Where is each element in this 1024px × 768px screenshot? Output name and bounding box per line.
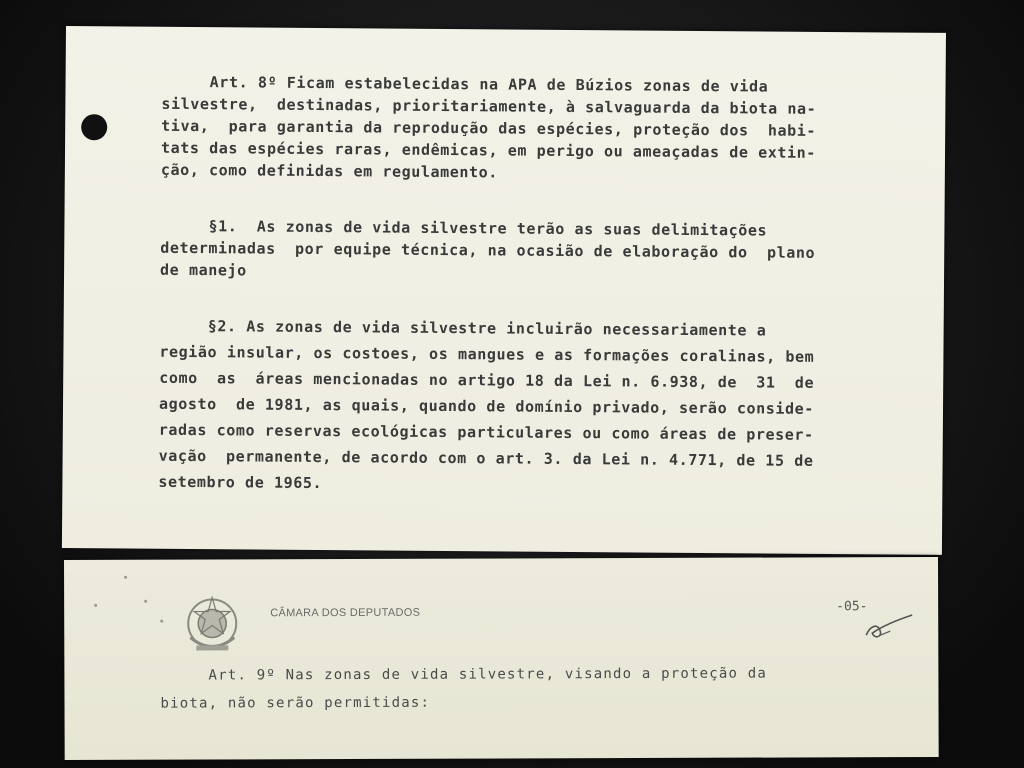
paragraph-1-line-3: de manejo	[160, 260, 247, 280]
article-9-line-1: Art. 9º Nas zonas de vida silvestre, visando a proteção da	[160, 665, 768, 684]
paragraph-2-line-3: como as áreas mencionadas no artigo 18 da Lei n. 6.938, de 31 de	[159, 368, 815, 392]
article-8-line-5: ção, como definidas em regulamento.	[160, 160, 499, 182]
paragraph-2-line-2: região insular, os costoes, os mangues e as formações coralinas, bem	[159, 342, 815, 366]
paragraph-2-line-1: §2. As zonas de vida silvestre incluirão necessariamente a	[159, 316, 767, 340]
paragraph-1-line-2: determinadas por equipe técnica, na ocasião de elaboração do plano	[160, 238, 816, 262]
paragraph-1-line-1: §1. As zonas de vida silvestre terão as suas delimitações	[160, 216, 768, 240]
punch-hole	[81, 114, 107, 140]
initials-signature	[860, 605, 920, 645]
paper-speck	[160, 620, 163, 623]
paragraph-2-line-4: agosto de 1981, as quais, quando de domínio privado, serão conside-	[158, 394, 814, 418]
paragraph-2-line-6: vação permanente, de acordo com o art. 3. da Lei n. 4.771, de 15 de	[158, 446, 814, 470]
paper-speck	[144, 600, 147, 603]
chamber-name: CÂMARA DOS DEPUTADOS	[270, 606, 421, 620]
paragraph-2-line-7: setembro de 1965.	[158, 472, 323, 493]
article-8-line-1: Art. 8º Ficam estabelecidas na APA de Búzios zonas de vida	[161, 72, 769, 96]
paper-speck	[94, 604, 97, 607]
page-number: -05-	[836, 599, 868, 615]
article-8-line-2: silvestre, destinadas, prioritariamente, à salvaguarda da biota na-	[161, 94, 817, 118]
article-8-line-4: tats das espécies raras, endêmicas, em perigo ou ameaçadas de extin-	[160, 138, 817, 162]
document-page-bottom	[64, 557, 939, 760]
article-8-line-3: tiva, para garantia da reprodução das espécies, proteção dos habi-	[161, 116, 817, 140]
article-9-line-2: biota, não serão permitidas:	[160, 694, 431, 712]
paragraph-2-line-5: radas como reservas ecológicas particulares ou como áreas de preser-	[158, 420, 814, 444]
paper-speck	[124, 576, 127, 579]
coat-of-arms-emblem	[176, 589, 248, 661]
document-page-top	[62, 26, 946, 555]
